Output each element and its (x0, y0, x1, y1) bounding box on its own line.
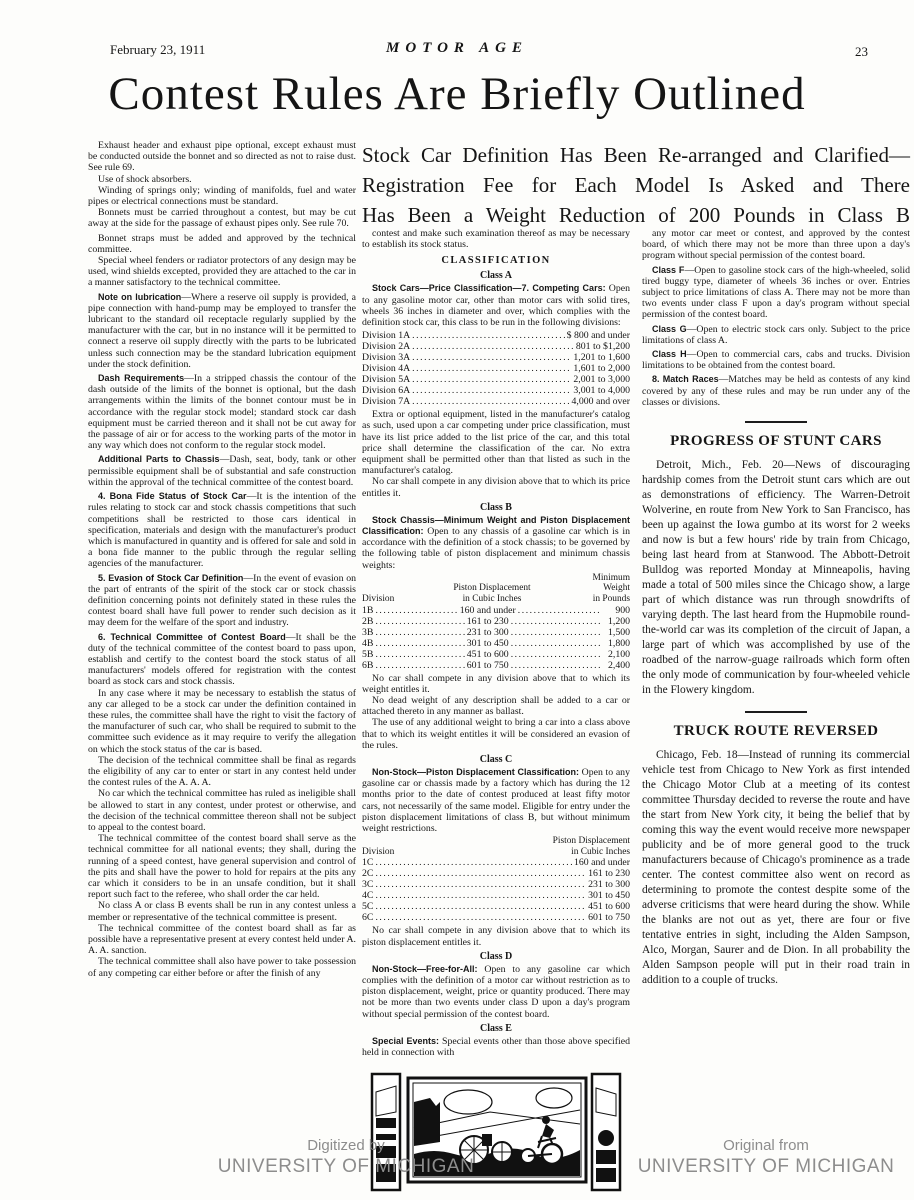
paragraph: No car shall compete in any division above that to which its piston displacement entitles it. (362, 925, 630, 948)
subhead-line: Has Been a Weight Reduction of 200 Pounds in Class B (362, 203, 910, 227)
subhead-line: Registration Fee for Each Model Is Asked and There (362, 173, 910, 197)
paragraph: The use of any additional weight to bring a car into a class above that to which its weight entitles it will be considered an evasion of the rules. (362, 717, 630, 751)
subhead (362, 140, 910, 230)
divider-rule (745, 421, 807, 423)
paragraph: Additional Parts to Chassis—Dash, seat, body, tank or other permissible equipment shall be of substantial and safe construction within the approval of the technical committee of the contest board. (88, 454, 356, 488)
article-paragraph: Chicago, Feb. 18—Instead of running its commercial vehicle test from Chicago to New York as first intended the Chicago Motor Club at a meeting of its contest committee Thursday decided to reverse the route and have the start from New York city, it being the belief that by coming this way the event would receive more newspaper publicity and be of more general good to the truck manufacturers because of Chicago's prominence as a trade center. The contest committee also went on record as determining to promote the contest despite some of the adverse criticisms that were heard during the show. While the blanks are not out as yet, there are four or five tentative entries in sight, including the Alden Sampson, Alco, Morgan, Saurer and de Dion. In all probability the Alden Sampson people will put in their road train in addition to a couple of trucks. (642, 749, 910, 987)
paragraph: No car which the technical committee has ruled as ineligible shall be allowed to start in any contest, under protest or otherwise, and the decision of the technical committee thereon shall not be subject to appeal to the contest board. (88, 788, 356, 833)
paragraph: Bonnet straps must be added and approved by the technical committee. (88, 232, 356, 255)
class-heading: Class A (480, 270, 512, 282)
paragraph: 4. Bona Fide Status of Stock Car—It is the intention of the rules relating to stock car and stock chassis competitions that such competitions shall be restricted to those cars identical in specification, materials and design with the manufacturer's product which is manufactured in quantity and is offered for sale and sold in a bona fide manner to the public through the regular selling agencies of the manufacturer. (88, 491, 356, 570)
paragraph: Winding of springs only; winding of manifolds, fuel and water pipes or electrical connections must be standard. (88, 184, 356, 208)
stamp-line: UNIVERSITY OF MICHIGAN (217, 1156, 475, 1177)
paragraph: The technical committee shall also have power to take possession of any competing car either before or after the finish of any (88, 956, 356, 979)
paragraph: Special Events: Special events other than those above specified held in connection with (362, 1035, 631, 1059)
paragraph: Note on lubrication—Where a reserve oil supply is provided, a pipe connection with hand-pump may be employed to transfer the lubricant to the standard oil receptacle regularly supplied by the manufacturer with the car, but in no instance will it be permitted to connect a reserve oil supply directly with the parts to be lubricated unless such connection may be the standard lubrication equipment under the stock definition. (88, 291, 356, 370)
paragraph: Dash Requirements—In a stripped chassis the contour of the dash outside of the limits of the bonnet is optional, but the dash arrangements within the limits of the bonnet contour must be in accordance with the regular stock model; standard stock car dash equipment must be carried thereon and it shall not be cut away for the passage of air or for access to the working parts of the motor in any way which does not conform to the regular stock model. (88, 373, 356, 452)
class-heading: Class B (480, 501, 512, 513)
paragraph: The decision of the technical committee shall be final as regards the eligibility of any car to enter or start in any contest held under the contest rules of the A. A. A. (88, 754, 356, 789)
paragraph: No car shall compete in any division above that to which its weight entitles it. (362, 672, 630, 695)
paragraph: 6. Technical Committee of Contest Board—It shall be the duty of the technical committee of the contest board to pass upon, establish and certify to the contest board the stock status of all manufacturers' models offered for registration with the contest board as stock cars and stock chassis. (88, 631, 356, 688)
paragraph: Non-Stock—Free-for-All: Open to any gasoline car which complies with the definition of a motor car without restriction as to piston displacement, weight, price or quantity produced. There may not be more than two events under class D upon a day's program without special permission of the contest board. (362, 963, 630, 1020)
paragraph: Bonnets must be carried throughout a contest, but may be cut away at the side for the passage of exhaust pipes only. See rule 70. (88, 207, 356, 230)
stamp-line: Original from (723, 1137, 809, 1154)
paragraph: Class G—Open to electric stock cars only. Subject to the price limitations of class A. (642, 323, 910, 346)
paragraph: Stock Chassis—Minimum Weight and Piston Displacement Classification: Open to any chassis of a gasoline car which is in accordance with the definition of a stock chassis; to be governed by the following table of piston displacement and minimum chassis weights: (362, 514, 630, 571)
paragraph: Non-Stock—Piston Displacement Classification: Open to any gasoline car or chassis made by a factory which has during the 12 months prior to the date of contest produced at least fifty motor cars, not necessarily of the same model. Eligible for entry under the piston displacement limitations of class B, but without minimum weight restrictions. (362, 767, 630, 835)
issue-date: February 23, 1911 (110, 42, 206, 57)
article-heading: TRUCK ROUTE REVERSED (673, 723, 879, 740)
paragraph: The technical committee of the contest board shall serve as the technical committee for all national events; they shall, during the running of a speed contest, have general supervision and control of the pits and shall have the power to hold for repairs at the pits any car which it considers to be in an unsafe condition, but it shall report such fact to the referee, who shall order the car held. (88, 833, 356, 901)
page-number: 23 (855, 44, 868, 59)
class-heading: Class E (480, 1022, 512, 1034)
paragraph: No dead weight of any description shall be added to a car or attached thereto in any manner as ballast. (362, 695, 630, 718)
section-heading: CLASSIFICATION (441, 255, 551, 267)
column-left (88, 140, 356, 979)
weight-displacement-table: Minimum Piston Displacement Weight Division in Cubic Inches in Pounds 1B ..... 160 and under ..... 900 2B ..... 161 to 230 ..... 1,200 3B ..... 231 to 300 ..... 1,500 4B ..... 301 to 450 ..... 1,800 5B ..... 451 to 600 ..... 2,100 6B ..... 601 to 750 ..... 2,400 (362, 573, 630, 671)
paragraph: contest and make such examination thereof as may be necessary to establish its stock status. (362, 228, 630, 251)
paragraph: Exhaust header and exhaust pipe optional, except exhaust must be conducted outside the bonnet and so directed as not to raise dust. See rule 69. (88, 140, 356, 174)
divider-rule (745, 711, 807, 713)
paragraph: In any case where it may be necessary to establish the status of any car alleged to be a stock car under the definition contained in these rules, the committee shall have the right to visit the factory of the manufacturer of such car, who shall be required to submit to the committee such evidence as it may require to verify the allegation on which the stock status of the car is based. (88, 687, 356, 755)
paragraph: No class A or class B events shall be run in any contest unless a member or representative of the technical committee is present. (88, 900, 356, 923)
class-heading: Class D (479, 950, 513, 962)
stamp-line: Digitized by (307, 1137, 385, 1154)
headline: Contest Rules Are Briefly Outlined (108, 68, 806, 120)
paragraph: 5. Evasion of Stock Car Definition—In the event of evasion on the part of entrants of the spirit of the stock car or stock chassis definition concerning points not definitely stated in these rules the contest board shall have full power to render such decision as it may deem for the welfare of the sport and industry. (88, 572, 356, 629)
original-from-stamp (616, 1136, 914, 1179)
paragraph: Use of shock absorbers. (98, 173, 192, 185)
price-division-table: Division 1A ..... $ 800 and under Division 2A ..... 801 to $1,200 Division 3A ..... 1,201 to 1,600 Division 4A ..... 1,601 to 2,000 Division 5A ..... 2,001 to 3,000 Division 6A ..... 3,001 to 4,000 Division 7A ..... 4,000 and over (362, 330, 630, 407)
paragraph: Class H—Open to commercial cars, cabs and trucks. Division limitations to be obtained from the contest board. (642, 349, 910, 372)
displacement-table: Piston Displacement Division in Cubic Inches 1C ..... 160 and under 2C ..... 161 to 230 3C ..... 231 to 300 4C ..... 301 to 450 5C ..... 451 to 600 6C ..... 601 to 750 (362, 836, 630, 923)
masthead: MOTOR AGE (386, 40, 528, 56)
paragraph: Special wheel fenders or radiator protectors of any design may be used, wind shields excepted, provided they are attached to the car in a manner satisfactory to the technical committee. (88, 255, 356, 289)
article-heading: PROGRESS OF STUNT CARS (670, 433, 882, 450)
paragraph: Stock Cars—Price Classification—7. Competing Cars: Open to any gasoline motor car, other than motor cars with solid tires, wheels 36 inches in diameter and over, which complies with the definition stock car, this class to be run in the following divisions: (362, 283, 630, 329)
stamp-line: UNIVERSITY OF MICHIGAN (637, 1156, 895, 1177)
paragraph: 8. Match Races—Matches may be held as contests of any kind covered by any of these rules and may be run under any of the classes or divisions. (642, 374, 910, 408)
subhead-line: Stock Car Definition Has Been Re-arranged and Clarified— (362, 143, 910, 167)
paragraph: No car shall compete in any division above that to which its price entitles it. (362, 476, 630, 499)
class-heading: Class C (479, 754, 513, 766)
column-middle (362, 228, 630, 1194)
paragraph: Extra or optional equipment, listed in the manufacturer's catalog as such, used upon a car competing under price classification, must have its list price added to the list price of the car, and this total price shall determine the classification of the car. No extra equipment shall be permitted other than that listed as such in the manufacturer's catalog. (362, 409, 630, 477)
digitized-by-stamp (196, 1136, 496, 1179)
article-paragraph: Detroit, Mich., Feb. 20—News of discouraging hardship comes from the Detroit stunt cars which are out as demonstrations of efficiency. The Warren-Detroit Wolverine, en route from New York to San Francisco, has been up against the Iowa gumbo at its worst for 2 weeks and now is but a few hours' ride by train from Chicago, being last heard from at Stanwood. The Abbott-Detroit Bulldog was reported Monday at Minneapolis, having made a total of 500 miles since the Chicago show, a large part of which distance was run through snowdrifts of varying depth. The last heard from the Hupmobile round-the-world car was its completion of the circuit of Japan, a large part of which was accomplished by use of the roadbed of the narrow-guage railroads which form often the only mode of communication by four-wheeled vehicle in the Flowery kingdom. (642, 459, 910, 697)
paragraph: any motor car meet or contest, and approved by the contest board, of which there may not be more than three upon a day's program without special permission of the contest board. (642, 228, 910, 262)
column-right (642, 228, 910, 988)
paragraph: The technical committee of the contest board shall as far as possible have a representative present at every contest held under A. A. A. sanction. (88, 922, 356, 957)
paragraph: Class F—Open to gasoline stock cars of the high-wheeled, solid tired buggy type, diameter of wheels 36 inches or over. Entries subject to price limitations of class A. There may not be more than two events under class F upon a day's program without special permission of the contest board. (642, 264, 911, 321)
